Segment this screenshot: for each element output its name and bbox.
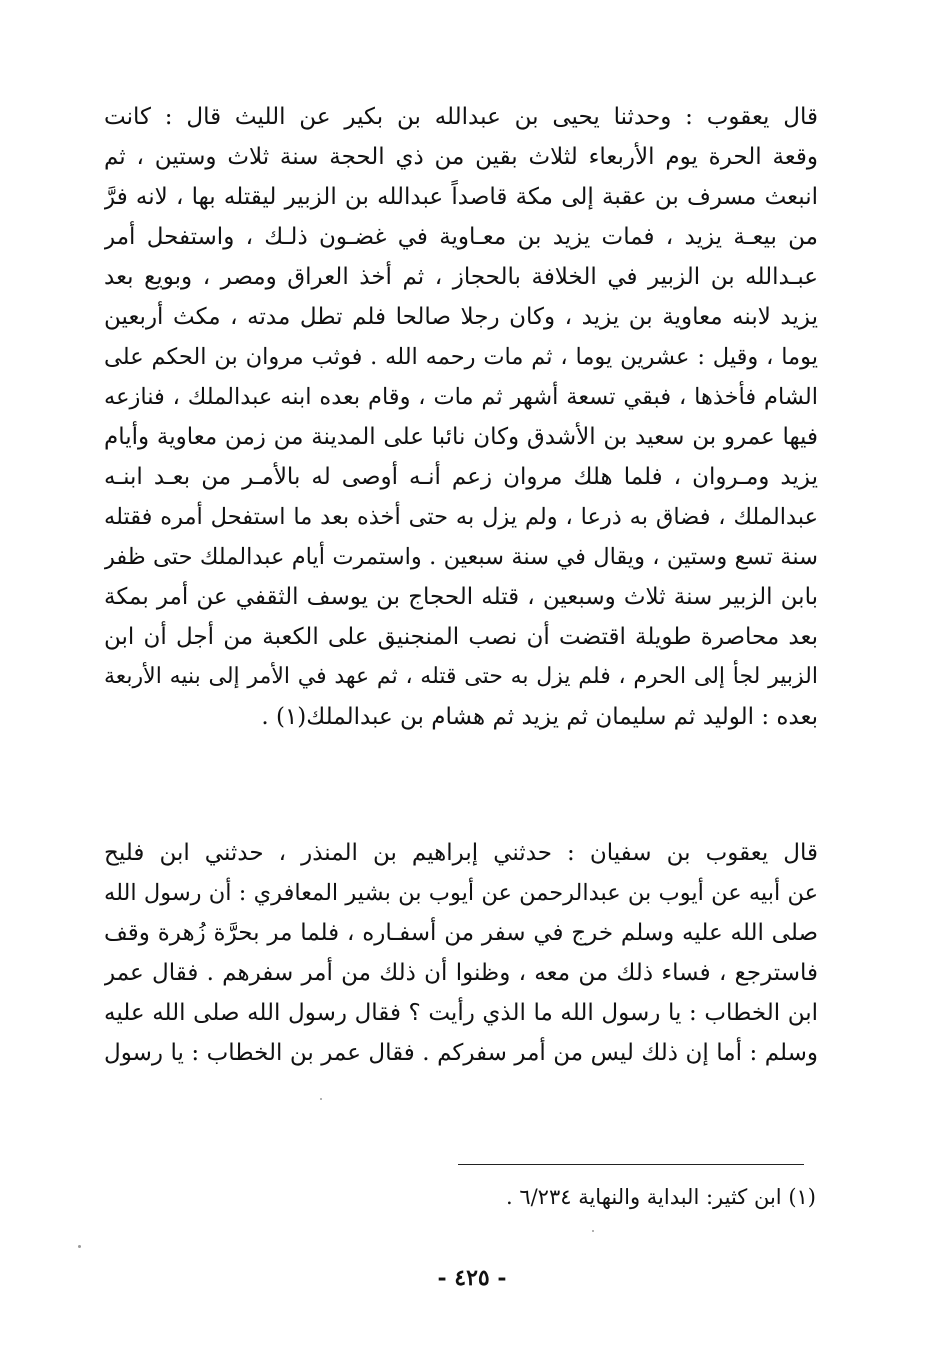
text-line: يزيد لابنه معاوية بن يزيد ، وكان رجلا صالحا فلم تطل مدته ، مكث أربعين bbox=[104, 304, 818, 330]
text-line: يزيد ومـروان ، فلما هلك مروان زعم أنـه أوصى له بالأمـر من بعـد ابنـه bbox=[104, 464, 818, 490]
text-line: قال يعقوب : وحدثنا يحيى بن عبدالله بن بكير عن الليث قال : كانت bbox=[104, 104, 818, 130]
text-line: بابن الزبير سنة ثلاث وسبعين ، قتله الحجاج بن يوسف الثقفي عن أمر بمكة bbox=[104, 584, 818, 610]
page-number: - ٤٢٥ - bbox=[437, 1265, 507, 1291]
text-line: انبعث مسرف بن عقبة إلى مكة قاصداً عبدالله بن الزبير ليقتله بها ، لانه فرَّ bbox=[104, 184, 818, 210]
paragraph-2 bbox=[104, 833, 818, 1073]
text-line: وسلم : أما إن ذلك ليس من أمر سفركم . فقال عمر بن الخطاب : يا رسول bbox=[104, 1040, 818, 1066]
text-line: من بيعـة يزيد ، فمات يزيد بن معـاوية في غضـون ذلـك ، واستفحل أمر bbox=[104, 224, 818, 250]
text-line: بعده : الوليد ثم سليمان ثم يزيد ثم هشام بن عبدالملك(١) . bbox=[261, 704, 818, 730]
text-line: الشام فأخذها ، فبقي تسعة أشهر ثم مات ، وقام بعده ابنه عبدالملك ، فنازعه bbox=[104, 384, 818, 410]
scan-speck bbox=[78, 1245, 81, 1248]
text-line: فاسترجع ، فساء ذلك من معه ، وظنوا أن ذلك من أمر سفرهم . فقال عمر bbox=[104, 960, 818, 986]
text-line: قال يعقوب بن سفيان : حدثني إبراهيم بن المنذر ، حدثني ابن فليح bbox=[104, 840, 818, 866]
text-line: عن أبيه عن أيوب بن عبدالرحمن عن أيوب بن بشير المعافري : أن رسول الله bbox=[104, 880, 818, 906]
scan-speck bbox=[592, 1230, 594, 1232]
text-line: عبـدالله بن الزبير في الخلافة بالحجاز ، ثم أخذ العراق ومصر ، وبويع بعد bbox=[104, 264, 818, 290]
text-line: وقعة الحرة يوم الأربعاء لثلاث بقين من ذي الحجة سنة ثلاث وستين ، ثم bbox=[104, 144, 818, 170]
text-line: بعد محاصرة طويلة اقتضت أن نصب المنجنيق على الكعبة من أجل أن ابن bbox=[104, 624, 818, 650]
text-line: فيها عمرو بن سعيد بن الأشدق وكان نائبا على المدينة من زمن معاوية وأيام bbox=[104, 424, 818, 450]
scan-speck bbox=[320, 1098, 322, 1100]
footnote-divider bbox=[458, 1164, 804, 1165]
footnote: (١) ابن كثير: البداية والنهاية ٦/٢٣٤ . bbox=[505, 1185, 816, 1209]
text-line: صلى الله عليه وسلم خرج في سفر من أسفـاره ، فلما مر بحرَّة زُهرة وقف bbox=[104, 920, 818, 946]
text-line: ابن الخطاب : يا رسول الله ما الذي رأيت ؟ فقال رسول الله صلى الله عليه bbox=[104, 1000, 818, 1026]
text-line: يوما ، وقيل : عشرين يوما ، ثم مات رحمه الله . فوثب مروان بن الحكم على bbox=[104, 344, 818, 370]
text-line: سنة تسع وستين ، ويقال في سنة سبعين . واستمرت أيام عبدالملك حتى ظفر bbox=[104, 544, 818, 570]
text-line: عبدالملك ، فضاق به ذرعا ، ولم يزل به حتى أخذه بعد ما استفحل أمره فقتله bbox=[104, 504, 818, 530]
paragraph-1 bbox=[104, 97, 818, 737]
text-line: الزبير لجأ إلى الحرم ، فلم يزل به حتى قتله ، ثم عهد في الأمر إلى بنيه الأربعة bbox=[104, 664, 818, 689]
